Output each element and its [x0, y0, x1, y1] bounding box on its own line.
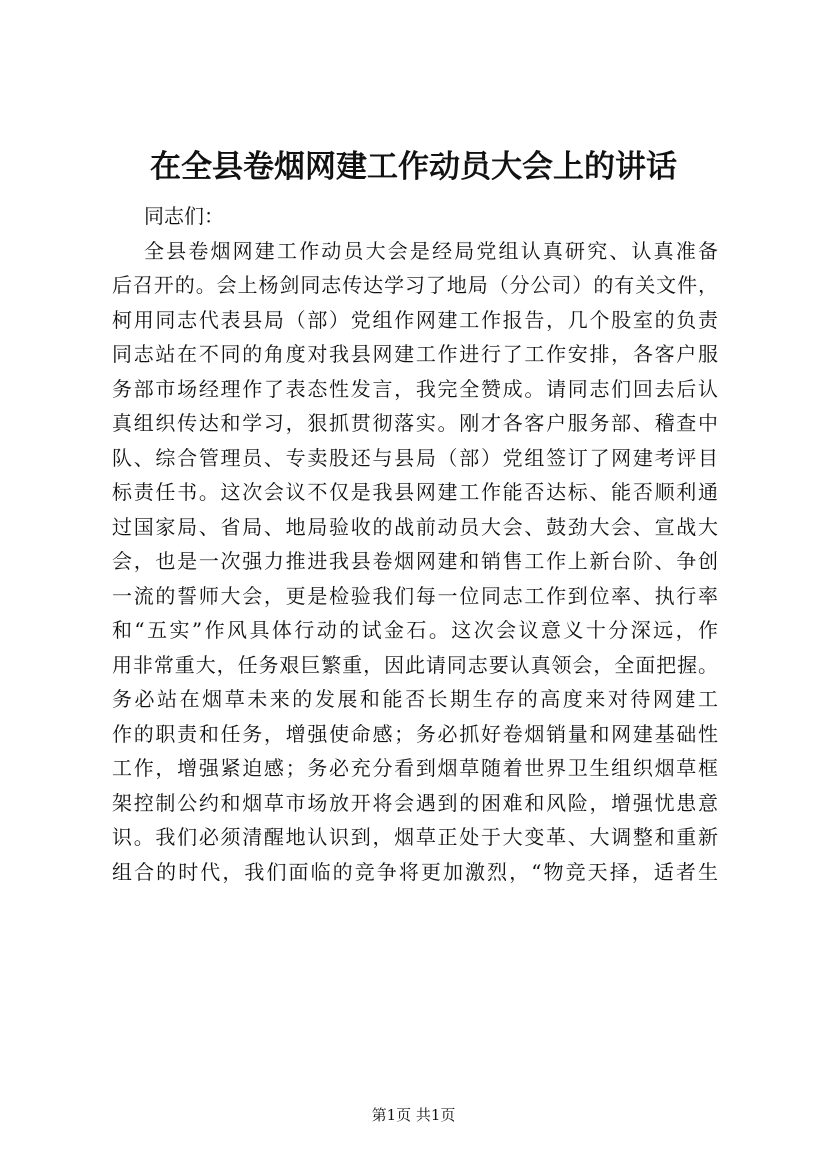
paragraph-line: 标责任书。这次会议不仅是我县网建工作能否达标、能否顺利通 [112, 480, 718, 504]
paragraph-line: 识。我们必须清醒地认识到，烟草正处于大变革、大调整和重新 [112, 825, 718, 849]
page-footer: 第1页 共1页 [371, 1106, 456, 1124]
paragraph-line: 工作，增强紧迫感；务必充分看到烟草随着世界卫生组织烟草框 [112, 756, 718, 780]
salutation: 同志们： [144, 204, 224, 228]
document-title: 在全县卷烟网建工作动员大会上的讲话 [150, 149, 677, 185]
paragraph-line: 全县卷烟网建工作动员大会是经局党组认真研究、认真准备 [144, 238, 718, 263]
paragraph-line: 队、综合管理员、专卖股还与县局（部）党组签订了网建考评目 [112, 445, 718, 470]
paragraph-line: 组合的时代，我们面临的竞争将更加激烈，“物竞天择，适者生 [112, 859, 718, 884]
paragraph-line: 务部市场经理作了表态性发言，我完全赞成。请同志们回去后认 [112, 376, 718, 401]
document-body [112, 199, 718, 889]
paragraph-line: 真组织传达和学习，狠抓贯彻落实。刚才各客户服务部、稽查中 [112, 411, 718, 435]
paragraph-line: 后召开的。会上杨剑同志传达学习了地局（分公司）的有关文件， [112, 273, 718, 297]
paragraph-line: 作的职责和任务，增强使命感；务必抓好卷烟销量和网建基础性 [112, 721, 718, 746]
paragraph-line: 柯用同志代表县局（部）党组作网建工作报告，几个股室的负责 [112, 307, 718, 332]
paragraph-line: 用非常重大，任务艰巨繁重，因此请同志要认真领会，全面把握。 [112, 652, 718, 677]
paragraph-line: 和“五实”作风具体行动的试金石。这次会议意义十分深远，作 [112, 618, 718, 642]
paragraph-line: 务必站在烟草未来的发展和能否长期生存的高度来对待网建工 [112, 687, 718, 711]
paragraph-line: 同志站在不同的角度对我县网建工作进行了工作安排，各客户服 [112, 342, 718, 366]
paragraph-line: 一流的誓师大会，更是检验我们每一位同志工作到位率、执行率 [112, 583, 718, 608]
paragraph-line: 过国家局、省局、地局验收的战前动员大会、鼓劲大会、宣战大 [112, 514, 718, 539]
paragraph-line: 架控制公约和烟草市场放开将会遇到的困难和风险，增强忧患意 [112, 790, 718, 815]
paragraph-line: 会，也是一次强力推进我县卷烟网建和销售工作上新台阶、争创 [112, 549, 718, 573]
